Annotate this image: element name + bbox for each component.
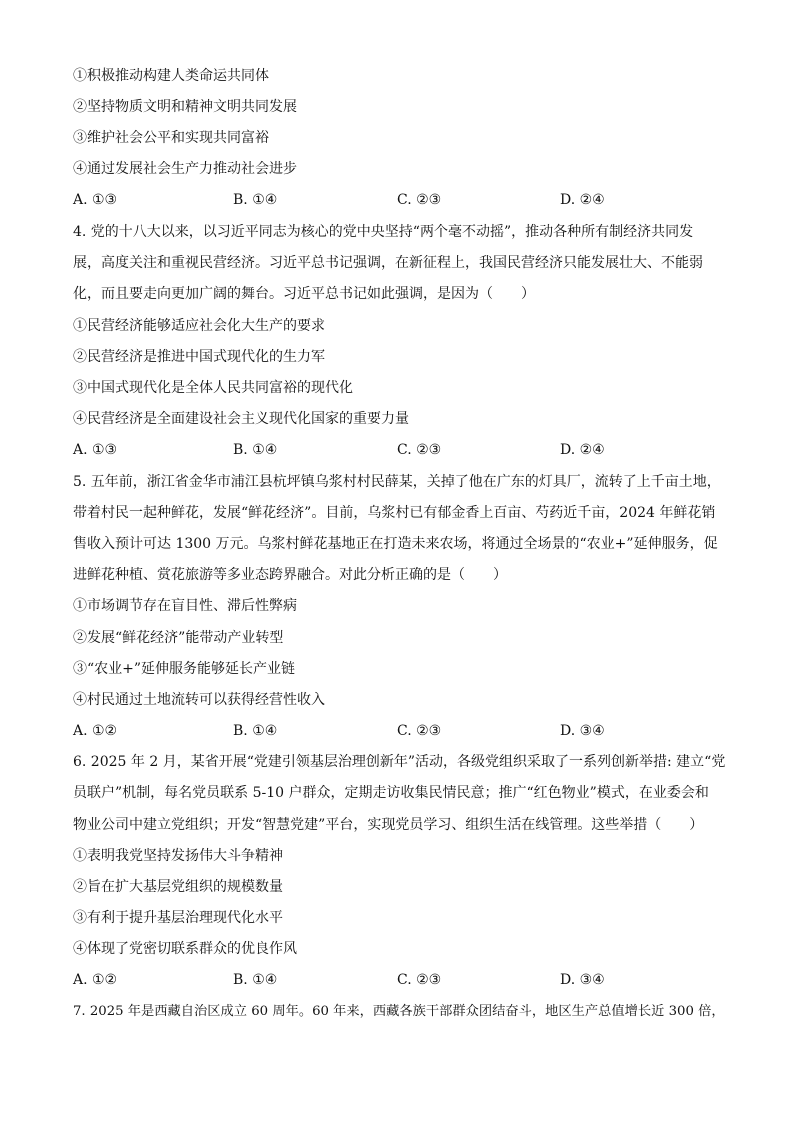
q4-option-c: C. ②③ bbox=[397, 442, 442, 458]
q6-options bbox=[73, 970, 733, 990]
q4-options bbox=[73, 440, 733, 460]
q6-option-b: B. ①④ bbox=[233, 972, 278, 988]
q3-option-a: A. ①③ bbox=[73, 192, 118, 208]
q6-stem-line-3: 物业公司中建立党组织；开发“智慧党建”平台，实现党员学习、组织生活在线管理。这些举措（ ） bbox=[73, 817, 704, 833]
q5-item-1: ①市场调节存在盲目性、滞后性弊病 bbox=[73, 598, 297, 614]
q4-item-2: ②民营经济是推进中国式现代化的生力军 bbox=[73, 349, 325, 365]
q4-stem-line-2: 展，高度关注和重视民营经济。习近平总书记强调，在新征程上，我国民营经济只能发展壮大、不能弱 bbox=[73, 255, 703, 271]
q5-stem-line-1: 5. 五年前，浙江省金华市浦江县杭坪镇乌浆村村民薛某，关掉了他在广东的灯具厂，流转了上千亩土地， bbox=[73, 474, 721, 490]
q5-stem-line-4: 进鲜花种植、赏花旅游等多业态跨界融合。对此分析正确的是（ ） bbox=[73, 567, 507, 583]
q5-options bbox=[73, 721, 733, 741]
q3-option-c: C. ②③ bbox=[397, 192, 442, 208]
q5-item-4: ④村民通过土地流转可以获得经营性收入 bbox=[73, 692, 325, 708]
q6-item-3: ③有利于提升基层治理现代化水平 bbox=[73, 910, 283, 926]
q3-option-b: B. ①④ bbox=[233, 192, 278, 208]
q6-item-1: ①表明我党坚持发扬伟大斗争精神 bbox=[73, 848, 283, 864]
q5-option-b: B. ①④ bbox=[233, 723, 278, 739]
q4-option-d: D. ②④ bbox=[560, 442, 605, 458]
q6-stem-line-2: 员联户”机制，每名党员联系 5-10 户群众，定期走访收集民情民意；推广“红色物业”模式，在业委会和 bbox=[73, 785, 709, 801]
q4-stem-line-3: 化，而且要走向更加广阔的舞台。习近平总书记如此强调，是因为（ ） bbox=[73, 286, 535, 302]
q4-item-1: ①民营经济能够适应社会化大生产的要求 bbox=[73, 318, 325, 334]
q6-item-2: ②旨在扩大基层党组织的规模数量 bbox=[73, 879, 283, 895]
q6-item-4: ④体现了党密切联系群众的优良作风 bbox=[73, 941, 297, 957]
q5-item-2: ②发展“鲜花经济”能带动产业转型 bbox=[73, 630, 284, 646]
q3-item-2: ②坚持物质文明和精神文明共同发展 bbox=[73, 99, 297, 115]
q3-item-4: ④通过发展社会生产力推动社会进步 bbox=[73, 161, 297, 177]
q4-stem-line-1: 4. 党的十八大以来，以习近平同志为核心的党中央坚持“两个毫不动摇”，推动各种所有制经济共同发 bbox=[73, 224, 694, 240]
q6-stem-line-1: 6. 2025 年 2 月，某省开展“党建引领基层治理创新年”活动，各级党组织采取了一系列创新举措: 建立“党 bbox=[73, 754, 726, 770]
q5-stem-line-2: 带着村民一起种鲜花，发展“鲜花经济”。目前，乌浆村已有郁金香上百亩、芍药近千亩，2024 年鲜花销 bbox=[73, 505, 716, 521]
q5-option-d: D. ③④ bbox=[560, 723, 605, 739]
q3-item-1: ①积极推动构建人类命运共同体 bbox=[73, 68, 269, 84]
q3-item-3: ③维护社会公平和实现共同富裕 bbox=[73, 130, 269, 146]
q6-option-d: D. ③④ bbox=[560, 972, 605, 988]
q5-item-3: ③“农业+”延伸服务能够延长产业链 bbox=[73, 661, 296, 677]
q7-stem-line-1: 7. 2025 年是西藏自治区成立 60 周年。60 年来，西藏各族干部群众团结奋斗，地区生产总值增长近 300 倍， bbox=[73, 1004, 725, 1019]
q5-option-c: C. ②③ bbox=[397, 723, 442, 739]
q5-option-a: A. ①② bbox=[73, 723, 118, 739]
q5-stem-line-3: 售收入预计可达 1300 万元。乌浆村鲜花基地正在打造未来农场，将通过全场景的“农业+”延伸服务，促 bbox=[73, 536, 718, 552]
q4-option-b: B. ①④ bbox=[233, 442, 278, 458]
q6-option-a: A. ①② bbox=[73, 972, 118, 988]
q3-option-d: D. ②④ bbox=[560, 192, 605, 208]
q6-option-c: C. ②③ bbox=[397, 972, 442, 988]
q4-item-4: ④民营经济是全面建设社会主义现代化国家的重要力量 bbox=[73, 411, 409, 427]
q3-options bbox=[73, 190, 733, 210]
q4-option-a: A. ①③ bbox=[73, 442, 118, 458]
q4-item-3: ③中国式现代化是全体人民共同富裕的现代化 bbox=[73, 380, 353, 396]
